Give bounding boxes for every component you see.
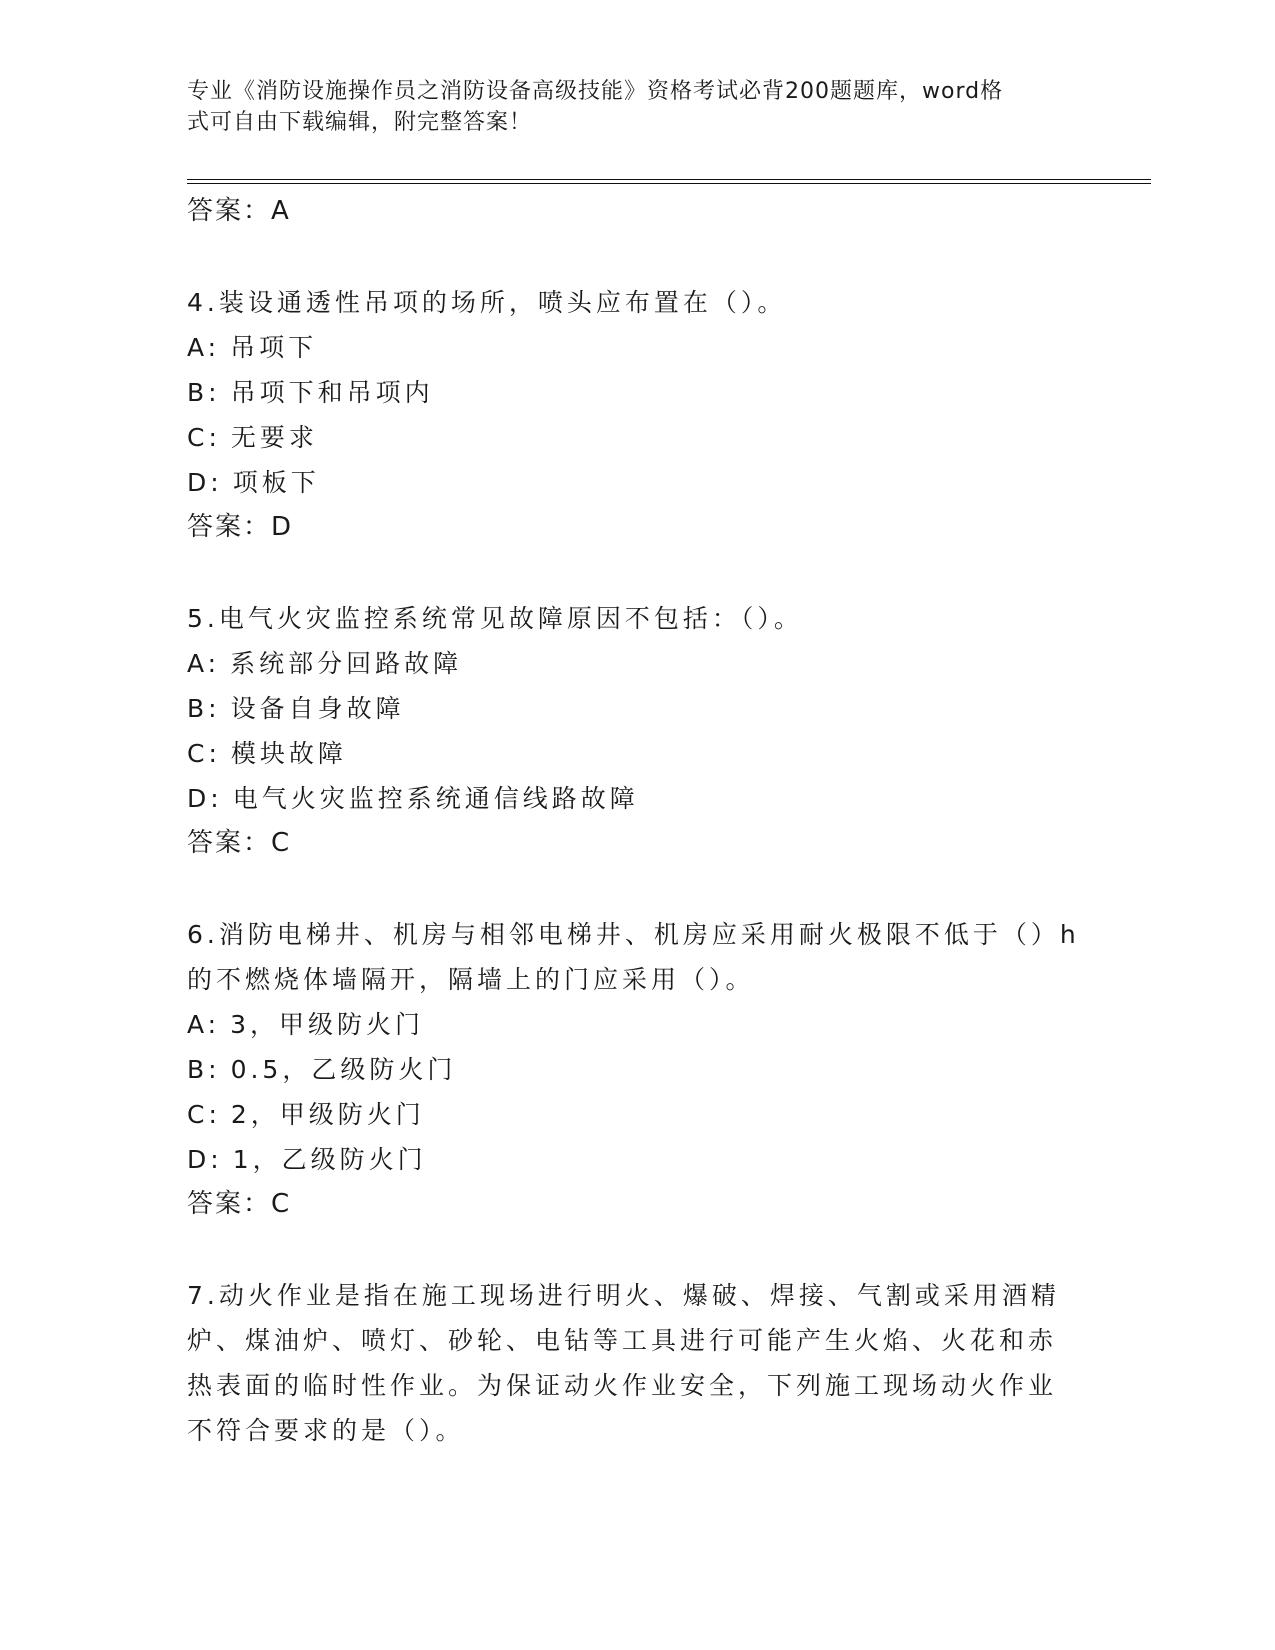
question-text bbox=[187, 1273, 1087, 1318]
question-text bbox=[187, 280, 1087, 325]
spacer bbox=[187, 866, 1087, 912]
header-line-1: 专业《消防设施操作员之消防设备高级技能》资格考试必背200题题库，word格 bbox=[187, 79, 1004, 104]
question-5 bbox=[187, 596, 1087, 866]
question-list bbox=[187, 189, 1087, 1453]
header-line-2: 式可自由下载编辑，附完整答案！ bbox=[187, 110, 533, 135]
option-text: 设备自身故障 bbox=[230, 694, 405, 723]
question-number: 7. bbox=[187, 1281, 219, 1310]
option-d bbox=[187, 460, 1087, 505]
option-label: C: bbox=[187, 1100, 221, 1129]
option-label: D: bbox=[187, 468, 223, 497]
question-stem: 装设通透性吊项的场所，喷头应布置在（）。 bbox=[218, 288, 787, 317]
option-text: 吊项下和吊项内 bbox=[230, 378, 434, 407]
option-b bbox=[187, 686, 1087, 731]
option-text: 模块故障 bbox=[230, 739, 347, 768]
option-label: C: bbox=[187, 423, 221, 452]
answer-prefix: 答案： bbox=[187, 512, 272, 542]
answer-value: D bbox=[271, 512, 294, 542]
question-text-continued: 不符合要求的是（）。 bbox=[187, 1416, 465, 1445]
question-number: 4. bbox=[187, 288, 219, 317]
answer-line bbox=[187, 505, 1087, 550]
answer-line bbox=[187, 1182, 1087, 1227]
answer-prefix: 答案： bbox=[187, 828, 272, 858]
question-6 bbox=[187, 912, 1087, 1227]
header-divider-bottom bbox=[187, 183, 1151, 184]
option-d bbox=[187, 1137, 1087, 1182]
option-label: C: bbox=[187, 739, 221, 768]
option-c bbox=[187, 1092, 1087, 1137]
answer-prefix: 答案： bbox=[187, 196, 272, 226]
option-text: 电气火灾监控系统通信线路故障 bbox=[232, 784, 639, 813]
option-a bbox=[187, 1002, 1087, 1047]
answer-prefix: 答案： bbox=[187, 1189, 272, 1219]
option-b bbox=[187, 1047, 1087, 1092]
option-text: 项板下 bbox=[232, 468, 320, 497]
answer-value: C bbox=[271, 1189, 292, 1219]
question-stem: 消防电梯井、机房与相邻电梯井、机房应采用耐火极限不低于（）h bbox=[218, 920, 1080, 949]
answer-line bbox=[187, 821, 1087, 866]
option-label: D: bbox=[187, 784, 223, 813]
question-4 bbox=[187, 280, 1087, 550]
answer-value: A bbox=[271, 196, 291, 226]
option-d bbox=[187, 776, 1087, 821]
document-header bbox=[187, 76, 1067, 138]
answer-line bbox=[187, 189, 1087, 234]
option-label: D: bbox=[187, 1145, 223, 1174]
option-b bbox=[187, 370, 1087, 415]
option-text: 系统部分回路故障 bbox=[230, 649, 463, 678]
option-text: 3，甲级防火门 bbox=[230, 1010, 425, 1039]
question-number: 5. bbox=[187, 604, 219, 633]
option-label: A: bbox=[187, 333, 221, 362]
header-divider-top bbox=[187, 179, 1151, 180]
question-text-continued: 炉、煤油炉、喷灯、砂轮、电钻等工具进行可能产生火焰、火花和赤 bbox=[187, 1326, 1058, 1355]
question-text-continued: 的不燃烧体墙隔开，隔墙上的门应采用（）。 bbox=[187, 965, 755, 994]
question-text bbox=[187, 912, 1087, 957]
spacer bbox=[187, 1227, 1087, 1273]
question-text-continued: 热表面的临时性作业。为保证动火作业安全，下列施工现场动火作业 bbox=[187, 1371, 1058, 1400]
option-label: A: bbox=[187, 1010, 221, 1039]
option-text: 吊项下 bbox=[230, 333, 318, 362]
option-label: B: bbox=[187, 1055, 221, 1084]
option-text: 1，乙级防火门 bbox=[232, 1145, 427, 1174]
option-text: 0.5，乙级防火门 bbox=[230, 1055, 457, 1084]
question-stem: 电气火灾监控系统常见故障原因不包括：（）。 bbox=[218, 604, 803, 633]
answer-value: C bbox=[271, 828, 292, 858]
question-stem: 动火作业是指在施工现场进行明火、爆破、焊接、气割或采用酒精 bbox=[218, 1281, 1060, 1310]
option-c bbox=[187, 731, 1087, 776]
option-a bbox=[187, 641, 1087, 686]
option-a bbox=[187, 325, 1087, 370]
question-7 bbox=[187, 1273, 1087, 1453]
option-c bbox=[187, 415, 1087, 460]
spacer bbox=[187, 550, 1087, 596]
question-text bbox=[187, 596, 1087, 641]
spacer bbox=[187, 234, 1087, 280]
option-label: A: bbox=[187, 649, 221, 678]
question-number: 6. bbox=[187, 920, 219, 949]
option-label: B: bbox=[187, 694, 221, 723]
option-label: B: bbox=[187, 378, 221, 407]
option-text: 无要求 bbox=[230, 423, 318, 452]
option-text: 2，甲级防火门 bbox=[230, 1100, 425, 1129]
